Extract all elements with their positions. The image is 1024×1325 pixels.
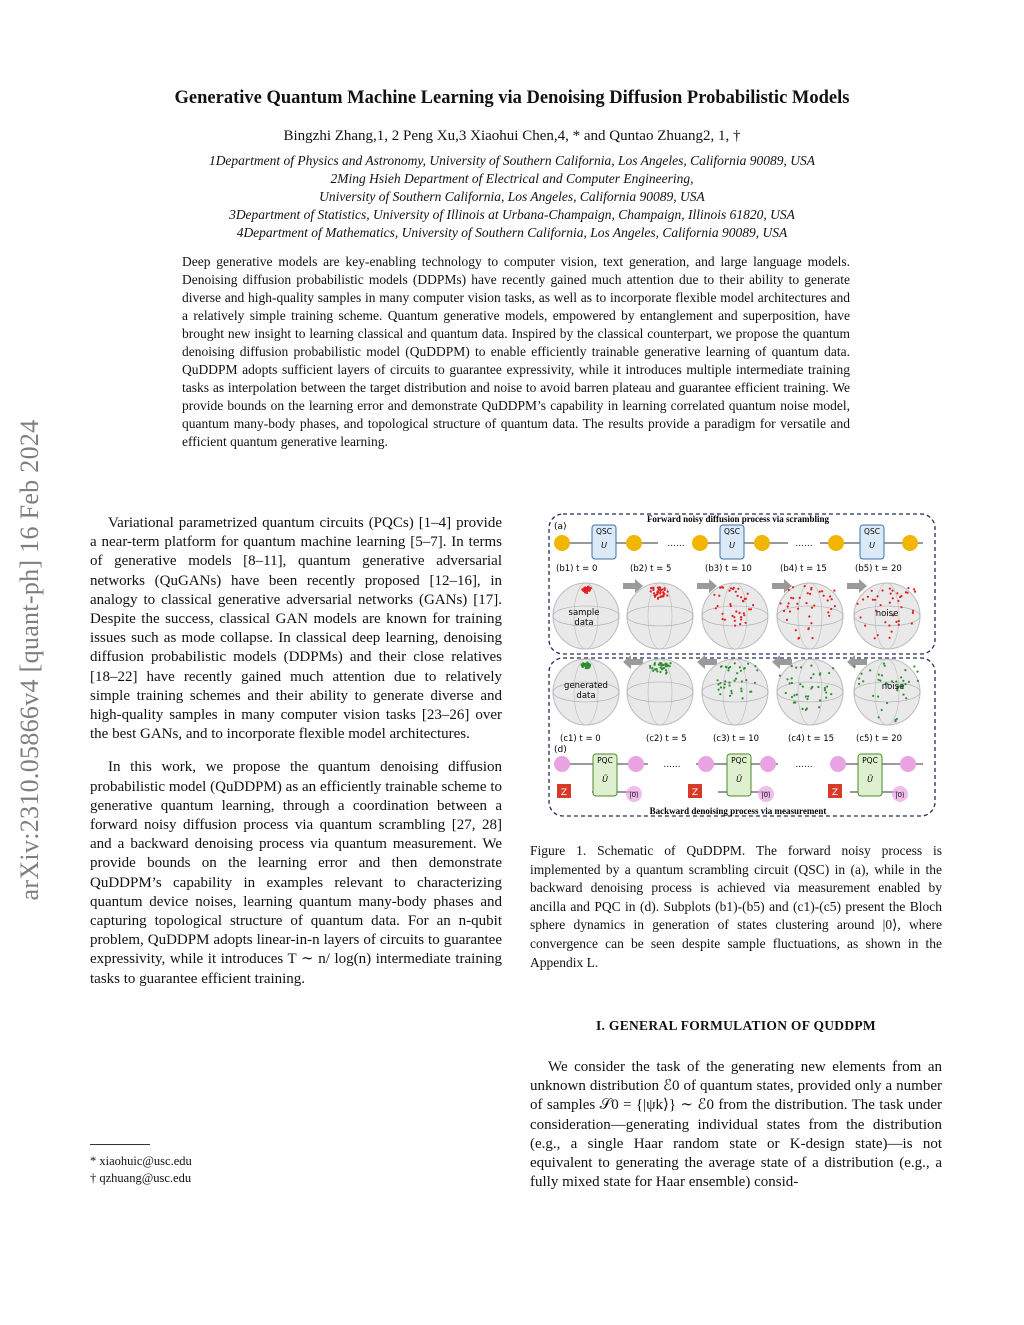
right-column — [530, 1058, 942, 1192]
svg-text:|0⟩: |0⟩ — [761, 791, 771, 799]
svg-text:......: ...... — [795, 539, 813, 549]
psi-tilde-T1 — [830, 756, 846, 772]
svg-text:Ũ: Ũ — [736, 775, 742, 784]
footnote-divider — [90, 1144, 150, 1145]
panel-a-label: (a) — [554, 522, 567, 532]
affiliation-4: 4Department of Mathematics, University of Southern California, Los Angeles, California 90089, USA — [236, 225, 788, 240]
label-c3: (c3) t = 10 — [713, 734, 760, 744]
affiliation-list — [0, 152, 1024, 242]
c-labels — [560, 734, 902, 744]
label-b2: (b2) t = 5 — [630, 564, 672, 574]
footnote-email-2: † qzhuang@usc.edu — [90, 1171, 192, 1185]
psi-k1-node — [754, 535, 770, 551]
svg-text:PQC: PQC — [731, 756, 747, 765]
svg-text:......: ...... — [663, 760, 681, 770]
svg-text:Ũ: Ũ — [867, 775, 873, 784]
figure-1-schematic — [548, 512, 936, 820]
svg-text:U: U — [869, 541, 875, 550]
psi-T-node — [902, 535, 918, 551]
forward-arrow-4 — [847, 579, 867, 593]
psi-1-node — [626, 535, 642, 551]
svg-text:PQC: PQC — [597, 756, 613, 765]
svg-text:Z: Z — [691, 788, 699, 798]
svg-text:U: U — [601, 541, 607, 550]
psi-T1-node — [828, 535, 844, 551]
label-b4: (b4) t = 15 — [780, 564, 827, 574]
backward-circuit-row — [554, 754, 923, 802]
affiliation-2: 2Ming Hsieh Department of Electrical and Computer Engineering, — [330, 171, 694, 186]
psi-tilde-T — [900, 756, 916, 772]
backward-arrow-4 — [847, 655, 867, 669]
label-c2: (c2) t = 5 — [646, 734, 687, 744]
psi-tilde-k1 — [760, 756, 776, 772]
backward-sphere-4 — [777, 659, 843, 725]
affiliation-2-cont: University of Southern California, Los Angeles, California 90089, USA — [319, 189, 705, 204]
left-column — [90, 514, 502, 989]
backward-sphere-2 — [627, 659, 693, 725]
forward-sphere-3 — [702, 583, 768, 649]
generated-data-label-2: data — [576, 691, 596, 701]
paragraph-this-work: In this work, we propose the quantum denoising diffusion probabilistic model (QuDDPM) as an efficiently trainable scheme to generative quantum learning, through a coordination between a forward noisy diffusion process via quantum scrambling [27, 28] and a backward denoising process via quantum measurement. We provide bounds on the learning error and then demonstrate QuDDPM’s capability in examples relevant to characterizing quantum device noises, learning quantum many-body phases and capturing topological structure of quantum data. For an n-qubit problem, QuDDPM adopts linear-in-n layers of circuits to guarantee expressivity, while it introduces T ∼ n/ log(n) intermediate training tasks to guarantee efficient training. — [90, 759, 502, 987]
label-c4: (c4) t = 15 — [788, 734, 835, 744]
section-heading: I. GENERAL FORMULATION OF QUDDPM — [596, 1018, 876, 1033]
svg-text:|0⟩: |0⟩ — [895, 791, 905, 799]
sample-data-label-2: data — [574, 618, 594, 628]
b-labels — [556, 564, 902, 574]
psi-k-node — [692, 535, 708, 551]
backward-sphere-3 — [702, 659, 768, 725]
noise-label-backward: noise — [881, 682, 905, 692]
label-c5: (c5) t = 20 — [856, 734, 903, 744]
noise-label-forward: noise — [875, 609, 899, 619]
forward-sphere-4 — [777, 583, 843, 649]
forward-title: Forward noisy diffusion process via scrambling — [646, 514, 830, 524]
svg-text:......: ...... — [795, 760, 813, 770]
bloch-spheres-forward — [553, 579, 920, 649]
svg-text:......: ...... — [667, 539, 685, 549]
psi-tilde-1 — [628, 756, 644, 772]
paragraph-intro: Variational parametrized quantum circuits (PQCs) [1–4] provide a near-term platform for quantum machine learning [5–7]. In terms of generative models [8–11], quantum generative adversarial networks (QuGANs) have been recently proposed [12–16], in analogy to classical generative adversarial networks (GANs) [17]. Despite the success, classical GAN models are known for training issues such as mode collapse. In classical deep learning, denoising diffusion probabilistic models (DDPMs) and their close relatives [18–22] have recently gained much attention due to relatively simple training schemes and their ability to generate diverse and high-quality samples in many computer vision tasks [23–26] over the best GANs, and to incorporate flexible model architectures. — [90, 515, 502, 743]
label-b3: (b3) t = 10 — [705, 564, 752, 574]
bloch-spheres-backward — [553, 655, 920, 725]
svg-text:PQC: PQC — [862, 756, 878, 765]
svg-text:|0⟩: |0⟩ — [629, 791, 639, 799]
footnote-email-1: * xiaohuic@usc.edu — [90, 1154, 192, 1168]
psi-tilde-k — [698, 756, 714, 772]
footnotes — [90, 1153, 192, 1187]
author-list — [0, 128, 1024, 145]
psi-tilde-0 — [554, 756, 570, 772]
abstract-text: Deep generative models are key-enabling technology to computer vision, text generation, and large language models. Denoising diffusion probabilistic models (DDPMs) have recently gained much attention due to their ability to generate diverse and high-quality samples in many computer vision tasks, as well as to incorporate flexible model architectures and a relatively simple training scheme. Quantum generative models, empowered by entanglement and superposition, have brought new insight to learning classical and quantum data. Inspired by the classical counterpart, we propose the quantum denoising diffusion probabilistic model (QuDDPM) to enable efficiently trainable generative learning of quantum data. QuDDPM adopts sufficient layers of circuits to guarantee expressivity, while it introduces multiple intermediate training tasks as interpolation between the target distribution and noise to avoid barren plateau and guarantee efficient training. We provide bounds on the learning error and demonstrate QuDDPM’s capability in learning correlated quantum noise model, quantum many-body phases, and topological structure of quantum data. The results provide a paradigm for versatile and efficient quantum generative learning. — [182, 254, 850, 449]
forward-sphere-2 — [627, 583, 693, 649]
paper-title: Generative Quantum Machine Learning via Denoising Diffusion Probabilistic Models — [174, 88, 850, 108]
svg-text:Z: Z — [831, 788, 839, 798]
affiliation-1: 1Department of Physics and Astronomy, University of Southern California, Los Angeles, California 90089, USA — [208, 153, 816, 168]
svg-text:QSC: QSC — [724, 527, 740, 536]
forward-circuit-row — [554, 525, 923, 559]
generated-data-label: generated — [564, 681, 608, 691]
svg-text:QSC: QSC — [596, 527, 612, 536]
backward-title: Backward denoising process via measurement — [649, 806, 827, 816]
affiliation-3: 3Department of Statistics, University of Illinois at Urbana-Champaign, Champaign, Illinois 61820, USA — [229, 207, 795, 222]
figure-svg — [548, 512, 936, 820]
label-b5: (b5) t = 20 — [855, 564, 902, 574]
svg-text:U: U — [729, 541, 735, 550]
label-c1: (c1) t = 0 — [560, 734, 601, 744]
backward-sphere-5 — [854, 659, 921, 725]
figure-caption: Figure 1. Schematic of QuDDPM. The forward noisy process is implemented by a quantum scrambling circuit (QSC) in (a), while in the backward denoising process is achieved via measurement enabled by ancilla and PQC in (d). Subplots (b1)-(b5) and (c1)-(c5) present the Bloch sphere dynamics in generation of states clustering around |0⟩, where convergence can be seen despite sample fluctuations, as shown in the Appendix L. — [530, 843, 942, 970]
panel-d-label: (d) — [554, 745, 567, 755]
abstract — [182, 253, 850, 451]
psi-0-node — [554, 535, 570, 551]
author-list-text: Bingzhi Zhang,1, 2 Peng Xu,3 Xiaohui Chen,4, * and Quntao Zhuang2, 1, † — [283, 128, 741, 144]
arxiv-identifier-stamp — [0, 340, 60, 980]
arxiv-identifier-text: arXiv:2310.05866v4 [quant-ph] 16 Feb 2024 — [15, 419, 44, 901]
sample-data-label: sample — [568, 608, 600, 618]
svg-text:QSC: QSC — [864, 527, 880, 536]
svg-text:Z: Z — [560, 788, 568, 798]
svg-text:Ũ: Ũ — [602, 775, 608, 784]
label-b1: (b1) t = 0 — [556, 564, 598, 574]
paragraph-formulation: We consider the task of the generating new elements from an unknown distribution ℰ0 of quantum states, provided only a number of samples 𝒮0 = {|ψk⟩} ∼ ℰ0 from the distribution. The task under consideration—generating individual states from the distribution (e.g., a single Haar random state or K-design state)—is not equivalent to generating the average state of a distribution (e.g., a fully mixed state for Haar ensemble) consid- — [530, 1059, 942, 1191]
